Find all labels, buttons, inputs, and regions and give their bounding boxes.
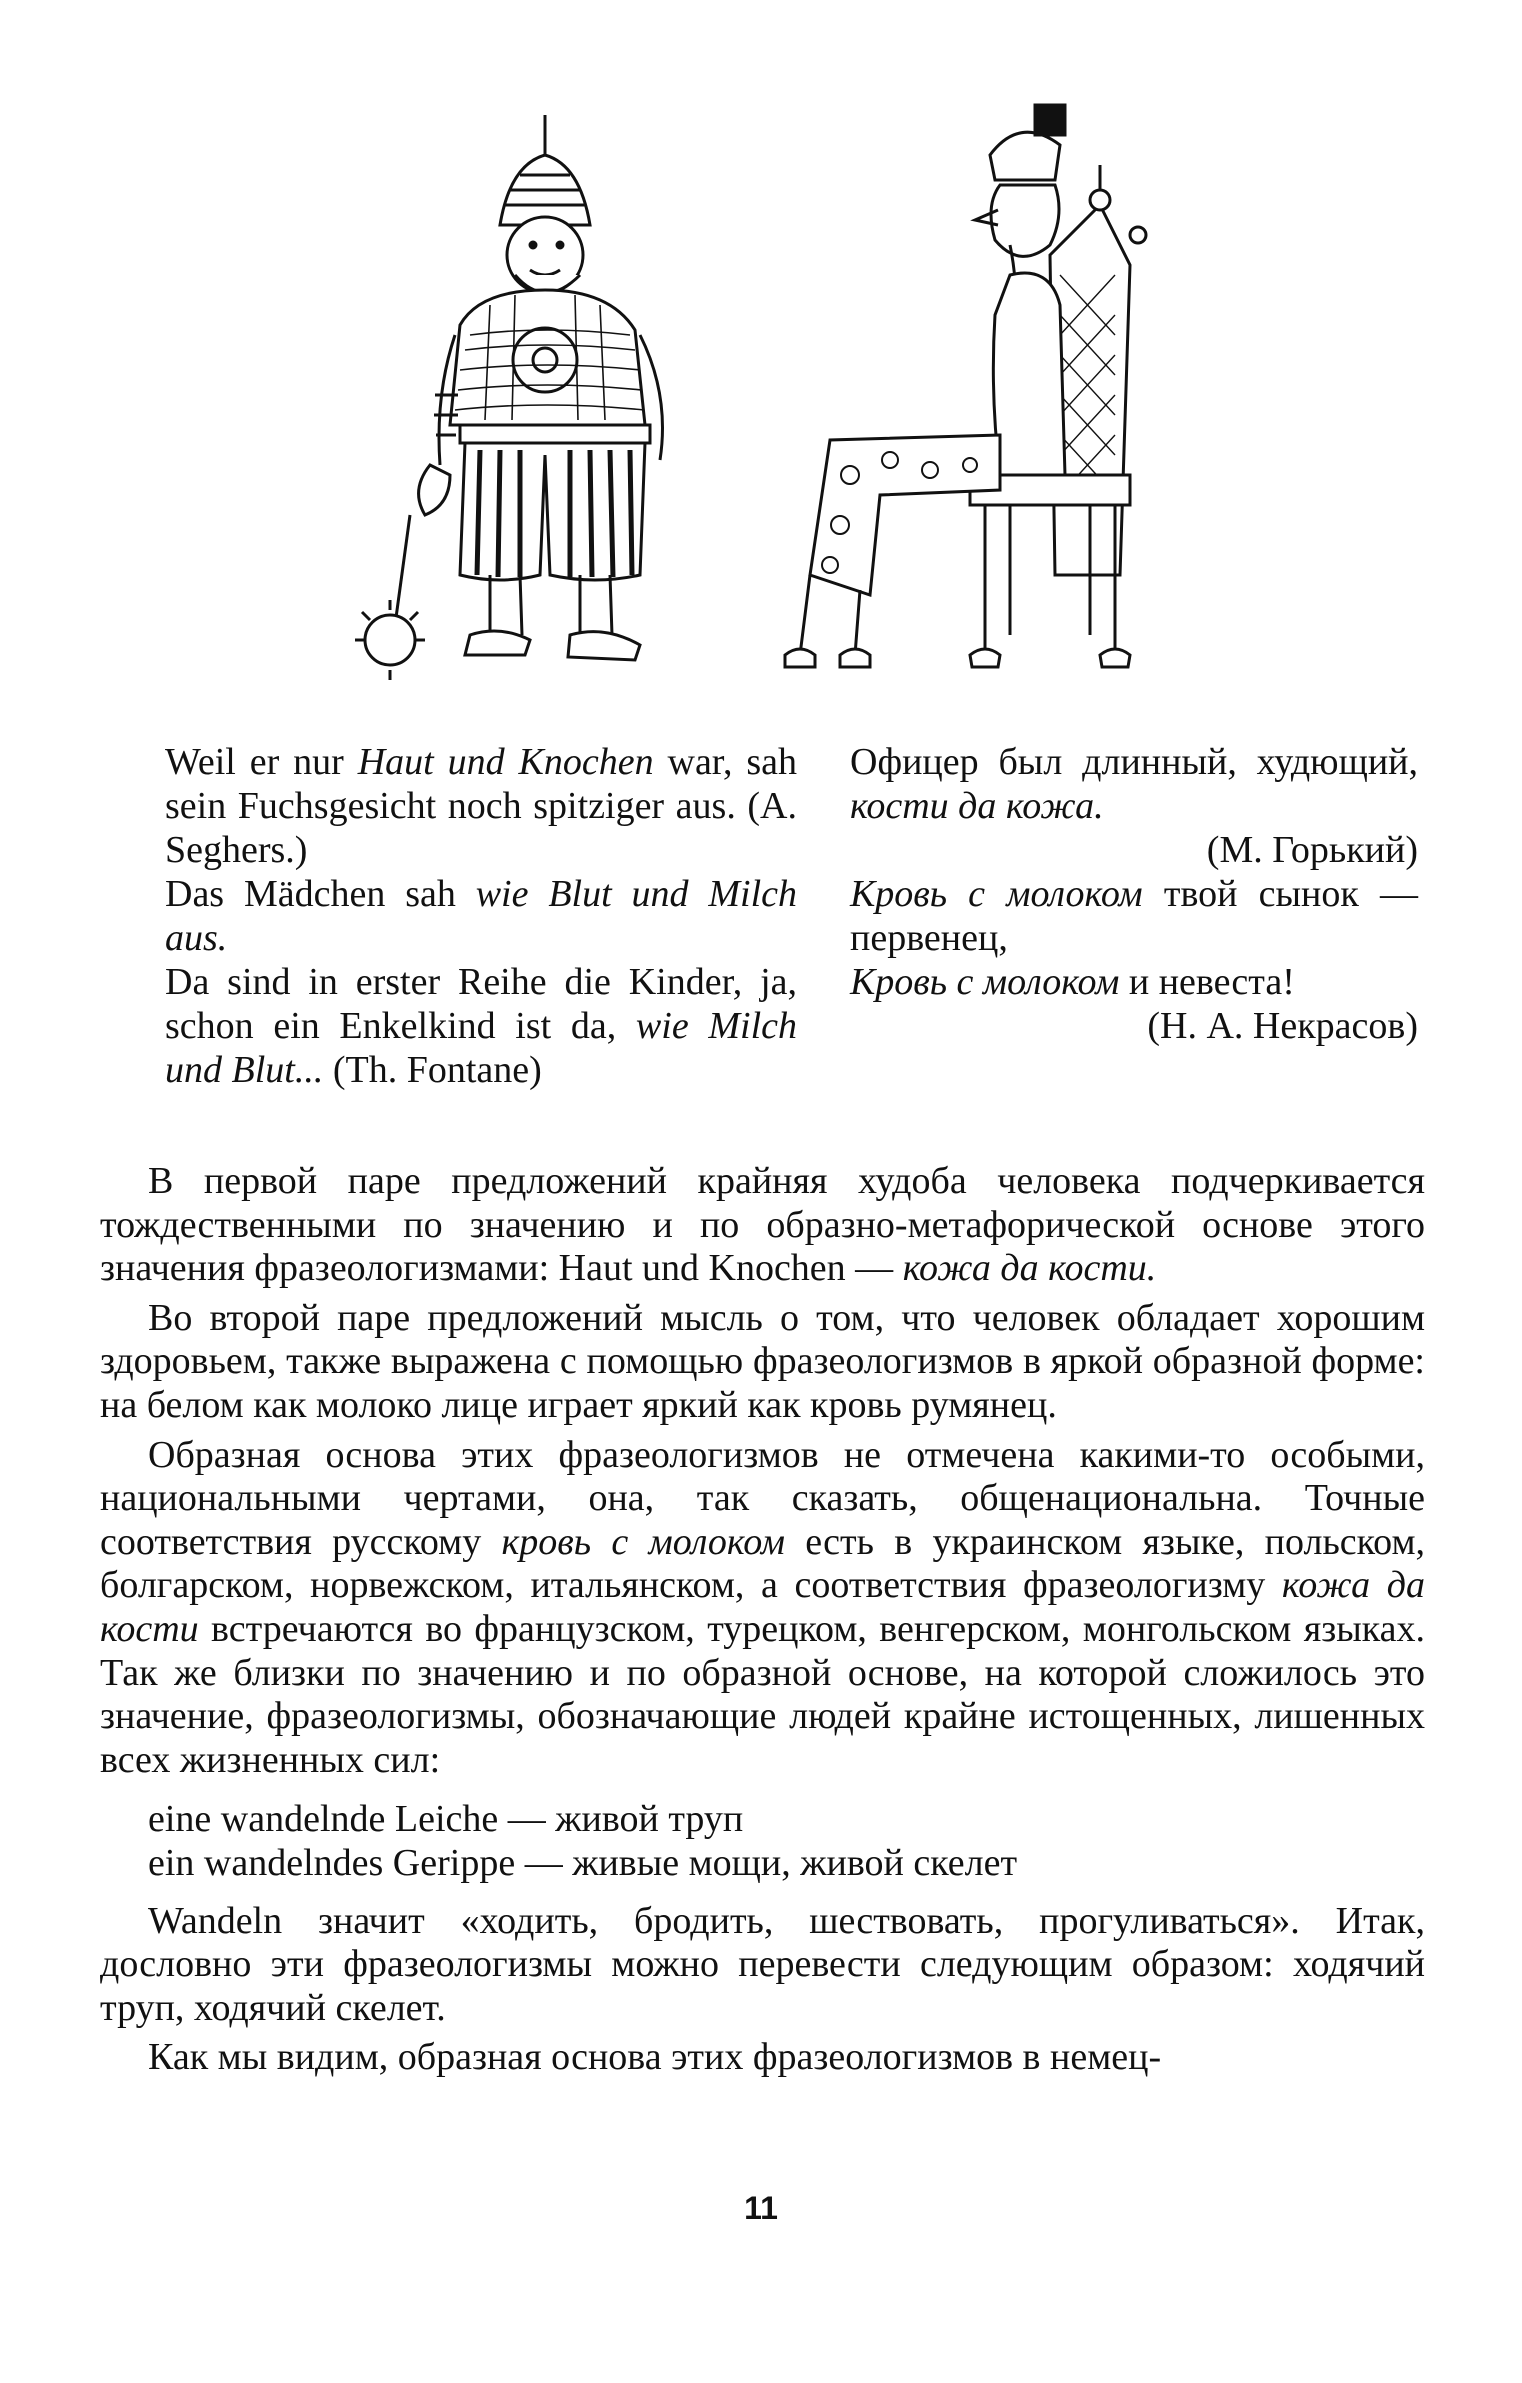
text: Das Mädchen sah [165,873,476,915]
text: твой сынок — первенец, [850,873,1418,959]
source-gorky: (М. Горький) [1206,829,1418,871]
example-1: eine wandelnde Leiche — живой труп [148,1798,744,1841]
german-quote-2 [165,872,797,960]
example-2: ein wandelndes Gerippe — живые мощи, живой скелет [148,1841,1018,1884]
text: Weil er nur [165,741,358,783]
paragraph-3 [100,1434,1425,1783]
text: есть в украинском языке, польском, болгарском, норвежском, итальянском, а соответствия фразеологизму [100,1520,1425,1607]
phrase: Haut und Knochen [357,741,654,783]
knight-illustration [340,95,770,690]
phrase: Кровь с молоком [850,961,1120,1003]
text: Da sind in erster Reihe die Kinder, ja, schon ein Enkelkind ist da, [165,961,797,1047]
russian-quote-1 [850,740,1418,828]
phrase: кровь с молоком [501,1520,786,1563]
phrase: кожа да кости. [902,1247,1157,1290]
russian-quote-3 [850,960,1418,1004]
russian-quote-2 [850,872,1418,960]
german-quote-3 [165,960,797,1092]
text: В первой паре предложений крайняя худоба человека подчеркивается тождественными по значению и по образно-метафорической основе этого значения фразеологизмами: Haut und Knochen — [100,1160,1425,1290]
paragraph-4: Wandeln значит «ходить, бродить, шествовать, прогуливаться». Итак, дословно эти фразеологизмы можно перевести следующим образом: ходячий труп, ходячий скелет. [100,1899,1425,2029]
example-list [100,1798,1425,1885]
text: и невеста! [1119,961,1295,1003]
phrase: Кровь с молоком [850,873,1143,915]
text: встречаются во французском, турецком, венгерском, монгольском языках. Так же близки по значению и по образной основе, на которой сложилось это значение, фразеологизмы, обозначающие людей крайне истощенных, лишенных всех жизненных сил: [100,1607,1425,1781]
phrase: кожа да кости [100,1564,1426,1650]
german-quote-1 [165,740,797,872]
paragraph-5: Как мы видим, образная основа этих фразеологизмов в немец- [148,2036,1162,2079]
russian-quotations [850,740,1418,1048]
main-text [100,1160,1425,2080]
german-quotations [165,740,797,1092]
page-number: 11 [744,2190,778,2226]
illustrations [340,95,1240,695]
text: (Th. Fontane) [323,1049,542,1091]
seated-man-illustration [770,95,1210,690]
source-nekrasov: (Н. А. Некрасов) [1147,1005,1418,1047]
paragraph-1 [100,1160,1425,1291]
text: Офицер был длинный, худющий, [850,741,1418,783]
phrase: кости да кожа. [850,785,1104,827]
phrase: wie Milch und Blut... [165,1005,798,1091]
quotation-columns [165,740,1425,1140]
text: war, sah sein Fuchsgesicht noch spitziger aus. (A. Seghers.) [165,741,797,871]
paragraph-2: Во второй паре предложений мысль о том, что человек обладает хорошим здоровьем, также выражена с помощью фразеологизмов в яркой образной форме: на белом как молоко лице играет яркий как кровь румянец. [100,1296,1425,1426]
phrase: wie Blut und Milch aus. [165,873,797,959]
text: Образная основа этих фразеологизмов не отмечена какими-то особыми, национальными чертами, она, так сказать, общенациональна. Точные соответствия русскому [100,1433,1425,1563]
